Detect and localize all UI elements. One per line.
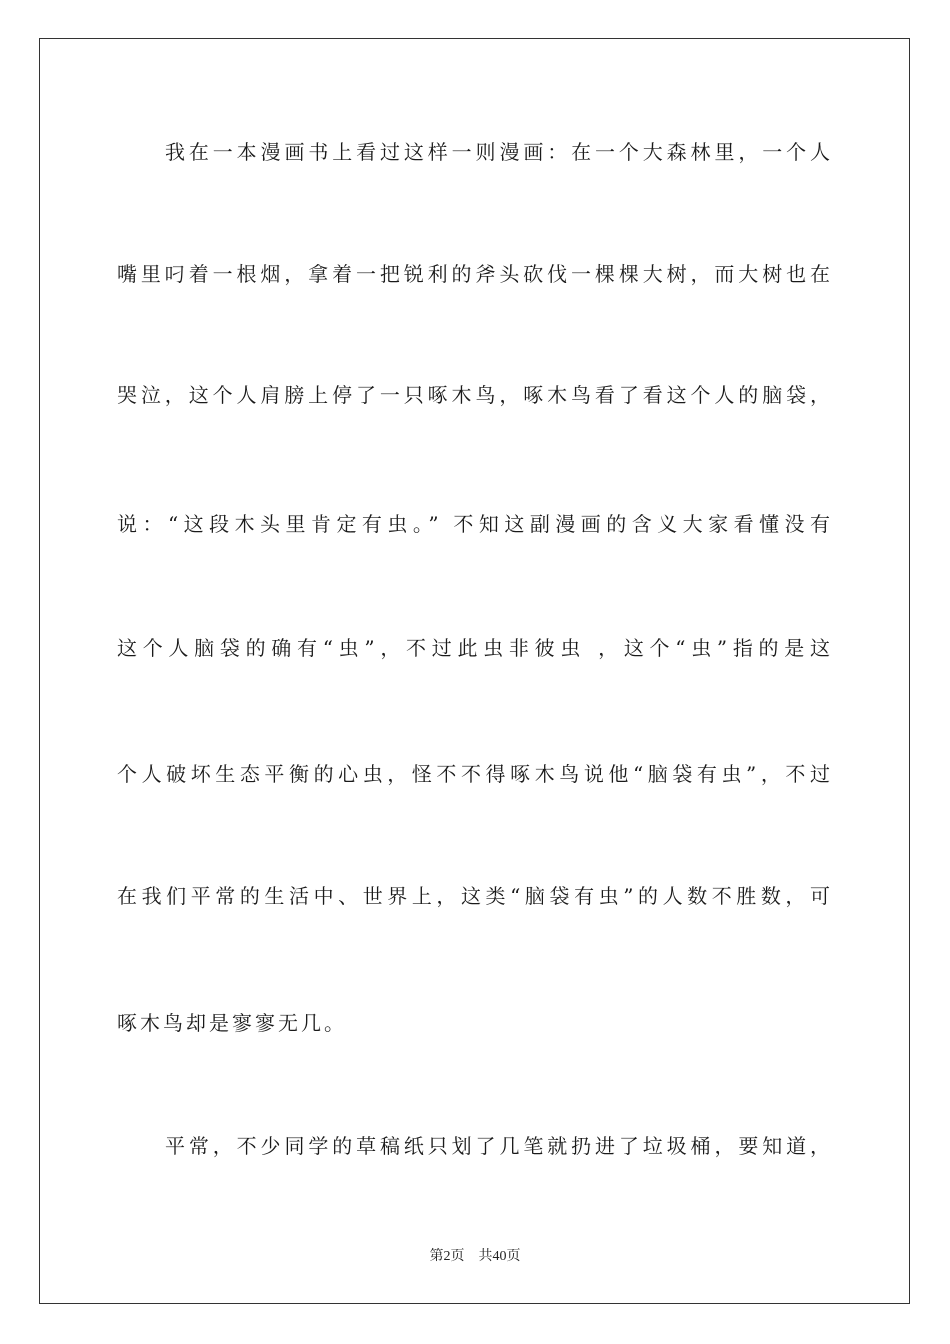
paragraph-1-line-6: 个人破坏生态平衡的心虫，怪不不得啄木鸟说他“脑袋有虫”，不过 [117,762,833,786]
page-footer [0,1248,950,1266]
paragraph-1-line-8: 啄木鸟却是寥寥无几。 [117,1011,347,1035]
paragraph-2-line-1: 平常，不少同学的草稿纸只划了几笔就扔进了垃圾桶，要知道， [165,1134,833,1158]
paragraph-1-line-2: 嘴里叼着一根烟，拿着一把锐利的斧头砍伐一棵棵大树，而大树也在 [117,262,833,286]
paragraph-1-line-5: 这个人脑袋的确有“虫”，不过此虫非彼虫 ，这个“虫”指的是这 [117,636,833,660]
page-number: 第2页 [429,1249,465,1264]
page-total: 共40页 [478,1249,521,1264]
paragraph-1-line-1: 我在一本漫画书上看过这样一则漫画：在一个大森林里，一个人 [165,140,833,164]
paragraph-1-line-3: 哭泣，这个人肩膀上停了一只啄木鸟，啄木鸟看了看这个人的脑袋， [117,383,833,407]
paragraph-1-line-7: 在我们平常的生活中、世界上，这类“脑袋有虫”的人数不胜数，可 [117,884,833,908]
page-border [39,38,910,1304]
paragraph-1-line-4: 说：“这段木头里肯定有虫。” 不知这副漫画的含义大家看懂没有 [117,512,833,536]
